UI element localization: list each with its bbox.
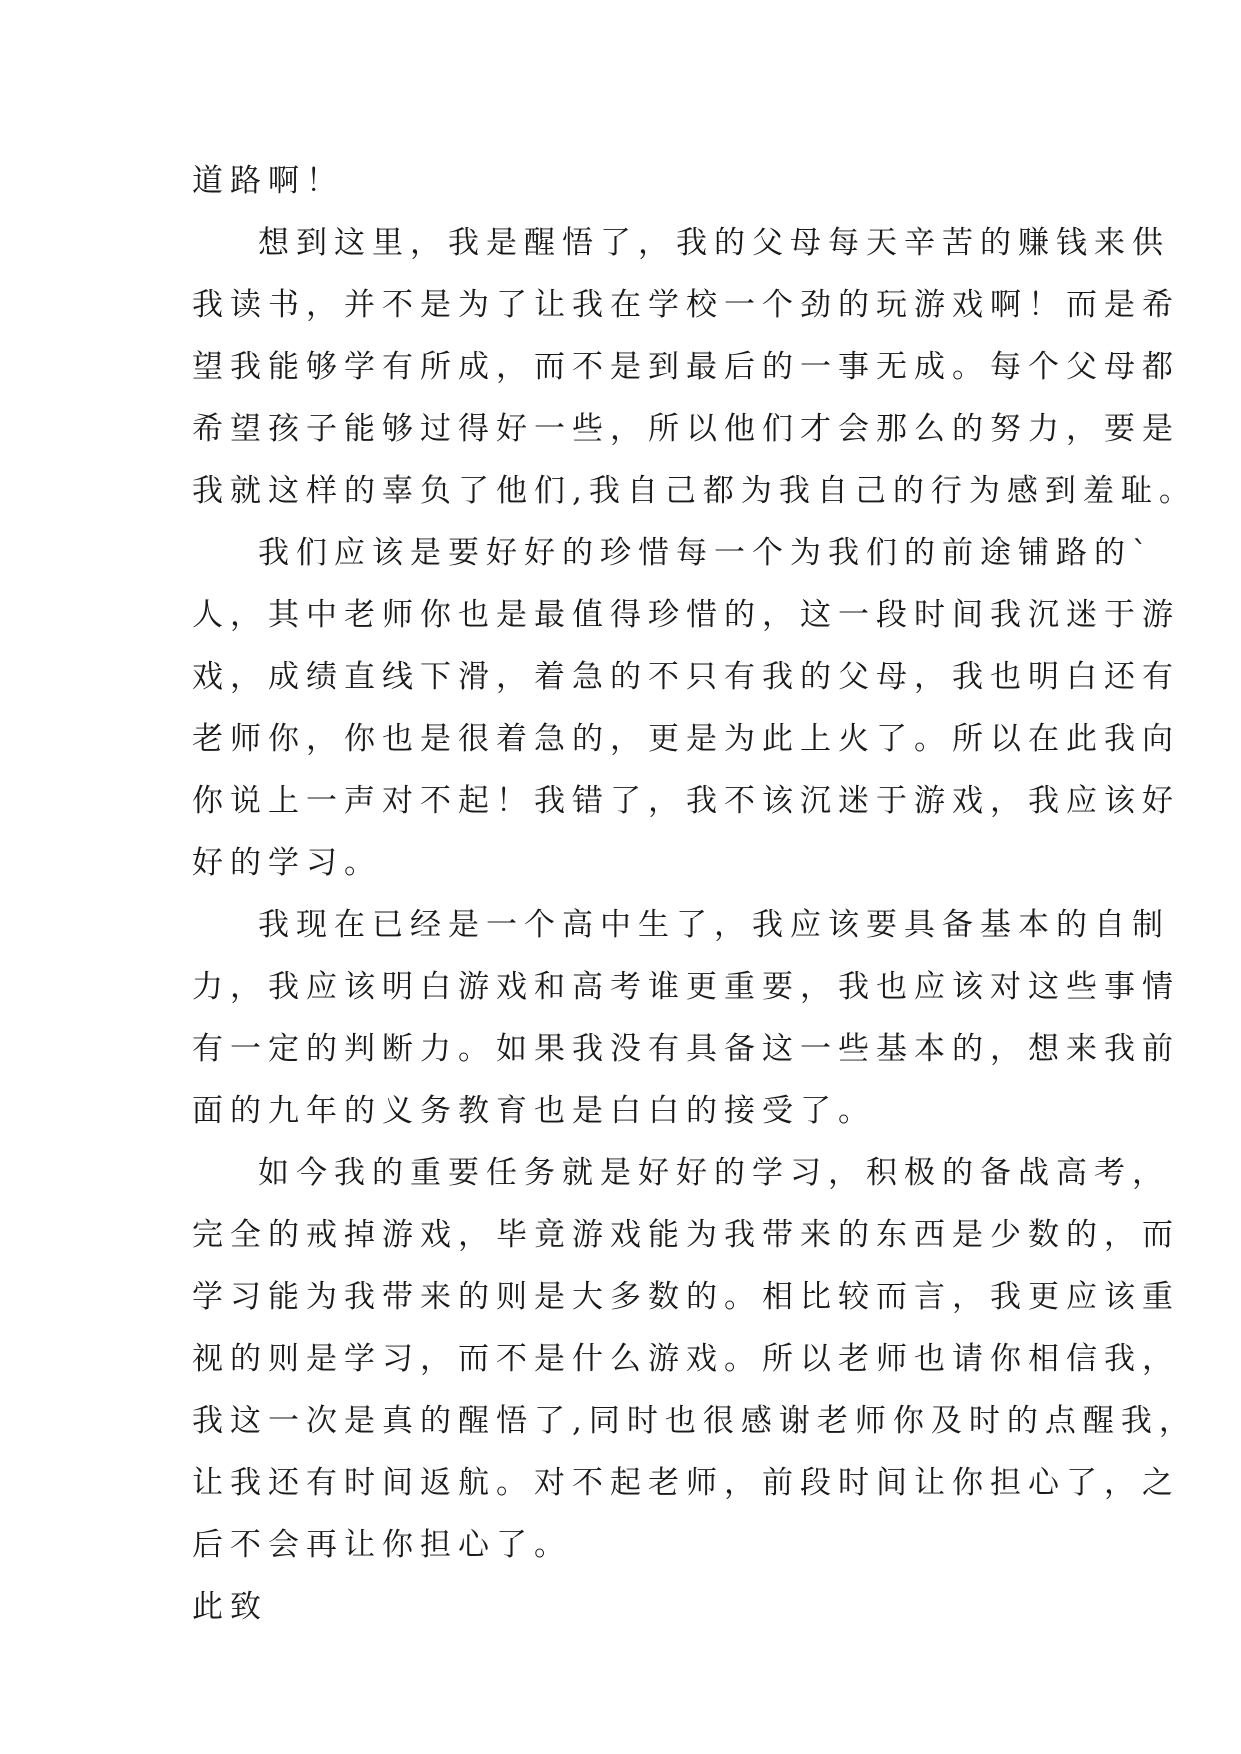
text-line: 好的学习。 [192,845,382,881]
text-line: 完全的戒掉游戏，毕竟游戏能为我带来的东西是少数的，而 [192,1217,1180,1253]
text-line: 道路啊！ [192,163,344,199]
text-line: 我现在已经是一个高中生了，我应该要具备基本的自制 [258,907,1170,943]
text-line: 我就这样的辜负了他们,我自己都为我自己的行为感到羞耻。 [192,473,1197,509]
text-line: 望我能够学有所成，而不是到最后的一事无成。每个父母都 [192,349,1180,385]
closing-salutation: 此致 [192,1589,268,1625]
text-line: 你说上一声对不起！我错了，我不该沉迷于游戏，我应该好 [192,783,1180,819]
text-line: 后不会再让你担心了。 [192,1527,572,1563]
text-line: 老师你，你也是很着急的，更是为此上火了。所以在此我向 [192,721,1180,757]
text-line: 面的九年的义务教育也是白白的接受了。 [192,1093,876,1129]
text-line: 人，其中老师你也是最值得珍惜的，这一段时间我沉迷于游 [192,597,1180,633]
text-line: 我们应该是要好好的珍惜每一个为我们的前途铺路的` [258,535,1155,571]
text-line: 想到这里，我是醒悟了，我的父母每天辛苦的赚钱来供 [258,225,1170,261]
document-page [192,150,1197,1638]
text-line: 视的则是学习，而不是什么游戏。所以老师也请你相信我， [192,1341,1180,1377]
text-line: 我这一次是真的醒悟了,同时也很感谢老师你及时的点醒我， [192,1403,1197,1439]
text-line: 学习能为我带来的则是大多数的。相比较而言，我更应该重 [192,1279,1180,1315]
text-line: 让我还有时间返航。对不起老师，前段时间让你担心了，之 [192,1465,1180,1501]
text-line: 我读书，并不是为了让我在学校一个劲的玩游戏啊！而是希 [192,287,1180,323]
text-line: 希望孩子能够过得好一些，所以他们才会那么的努力，要是 [192,411,1180,447]
text-line: 力，我应该明白游戏和高考谁更重要，我也应该对这些事情 [192,969,1180,1005]
text-line: 戏，成绩直线下滑，着急的不只有我的父母，我也明白还有 [192,659,1180,695]
text-line: 如今我的重要任务就是好好的学习，积极的备战高考， [258,1155,1170,1191]
text-line: 有一定的判断力。如果我没有具备这一些基本的，想来我前 [192,1031,1180,1067]
